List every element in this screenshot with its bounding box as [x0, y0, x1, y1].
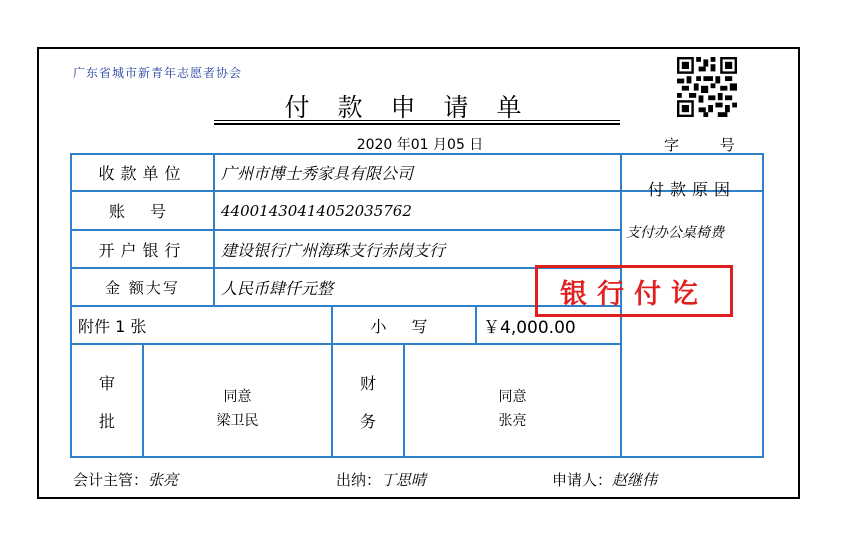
finance-comment: 同意 — [498, 389, 527, 405]
bank-label: 开户银行 — [98, 240, 187, 260]
account-label: 账 号 — [108, 202, 177, 221]
amount-figure-value: ￥4,000.00 — [483, 317, 576, 338]
account-value: 4400143041405203576​2 — [221, 201, 412, 220]
bank-paid-stamp: 银行付讫 — [535, 265, 733, 317]
finance-label-2: 务 — [359, 411, 376, 431]
document-title: 付款申请单 — [284, 93, 550, 122]
reason-label: 付款原因 — [647, 180, 736, 199]
application-date: 2020 年01 月05 日 — [356, 137, 484, 153]
approval-label-1: 审 — [98, 373, 115, 393]
accountant-label: 会计主管： — [73, 471, 149, 489]
bank-value: 建设银行广州海珠支行赤岗支行 — [221, 240, 446, 260]
amount-words-value: 人民币肆仟元整 — [221, 278, 334, 298]
attachment-count: 附件 1 张 — [78, 316, 147, 336]
applicant-label: 申请人： — [552, 471, 613, 489]
finance-signer: 张亮 — [498, 413, 527, 429]
title-underline-double — [214, 123, 620, 125]
approval-label-2: 批 — [98, 411, 115, 431]
footer-applicant — [552, 469, 657, 490]
col-divider — [475, 305, 477, 343]
cashier-name: 丁思晴 — [381, 471, 427, 489]
footer-cashier — [336, 469, 426, 490]
approval-signer: 梁卫民 — [216, 413, 259, 429]
cashier-label: 出纳： — [336, 471, 382, 489]
approval-comment: 同意 — [223, 389, 252, 405]
finance-label-1: 财 — [359, 373, 376, 393]
qr-code-icon — [677, 57, 737, 117]
number-label: 字 号 — [664, 136, 753, 154]
footer-accountant — [73, 469, 178, 490]
row-divider — [70, 343, 621, 345]
organization-name: 广东省城市新青年志愿者协会 — [73, 66, 243, 80]
payee-label: 收款单位 — [98, 164, 187, 183]
title-underline — [214, 120, 620, 121]
applicant-name: 赵继伟 — [612, 471, 658, 489]
reason-value: 支付办公桌椅费 — [626, 225, 724, 241]
amount-figure-label: 小 写 — [370, 316, 438, 336]
accountant-name: 张亮 — [148, 471, 179, 489]
payee-value: 广州市博士秀家具有限公司 — [221, 164, 414, 183]
amount-words-label: 金 额大写 — [105, 278, 180, 297]
